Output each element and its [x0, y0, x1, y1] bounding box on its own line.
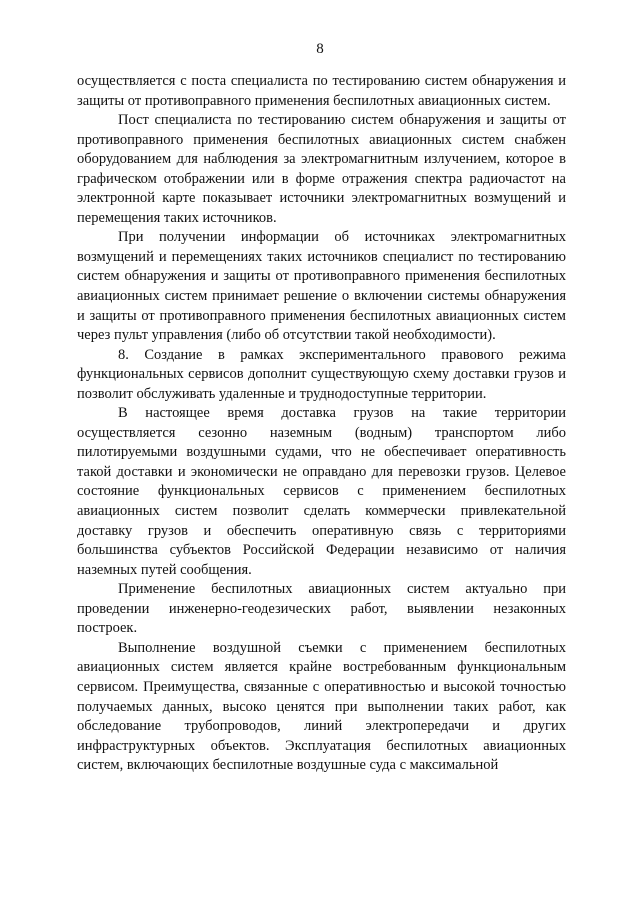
- document-body: [77, 72, 566, 776]
- paragraph-item-8: 8. Создание в рамках экспериментального правового режима функциональных сервисов дополнит существующую схему доставки грузов и позволит обслуживать удаленные и труднодоступные территории.: [77, 346, 566, 402]
- paragraph-geodesy: Применение беспилотных авиационных систем актуально при проведении инженерно-геодезических работ, выявлении незаконных построек.: [77, 581, 566, 637]
- paragraph-continuation: осуществляется с поста специалиста по тестированию систем обнаружения и защиты от противоправного применения беспилотных авиационных систем.: [77, 73, 566, 109]
- paragraph-monitoring-post: Пост специалиста по тестированию систем обнаружения и защиты от противоправного применения беспилотных авиационных систем снабжен оборудованием для наблюдения за электромагнитным излучением, которое в графическом отображении или в форме отражения спектра радиочастот на электронной карте показывает источники электромагнитных возмущений и перемещения таких источников.: [77, 112, 566, 226]
- page-number: 8: [316, 41, 324, 57]
- paragraph-decision: При получении информации об источниках электромагнитных возмущений и перемещениях таких источников специалист по тестированию систем обнаружения и защиты от противоправного применения беспилотных авиационных систем принимает решение о включении системы обнаружения и защиты от противоправного применения беспилотных авиационных систем через пульт управления (либо об отсутствии такой необходимости).: [77, 229, 566, 344]
- paragraph-aerial-survey: Выполнение воздушной съемки с применением беспилотных авиационных систем является крайне востребованным функциональным сервисом. Преимущества, связанные с оперативностью и высокой точностью получаемых данных, высоко ценятся при выполнении таких работ, как обследование трубопроводов, линий электропередачи и других инфраструктурных объектов. Эксплуатация беспилотных авиационных систем, включающих беспилотные воздушные суда с максимальной: [77, 639, 566, 774]
- paragraph-current-delivery: В настоящее время доставка грузов на такие территории осуществляется сезонно наземным (водным) транспортом либо пилотируемыми воздушными судами, что не обеспечивает оперативность такой доставки и экономически не оправдано для перевозки грузов. Целевое состояние функциональных сервисов с применением беспилотных авиационных систем позволит сделать коммерчески привлекательной доставку грузов и обеспечить оперативную связь с территориями большинства субъектов Российской Федерации независимо от наличия наземных путей сообщения.: [77, 405, 566, 578]
